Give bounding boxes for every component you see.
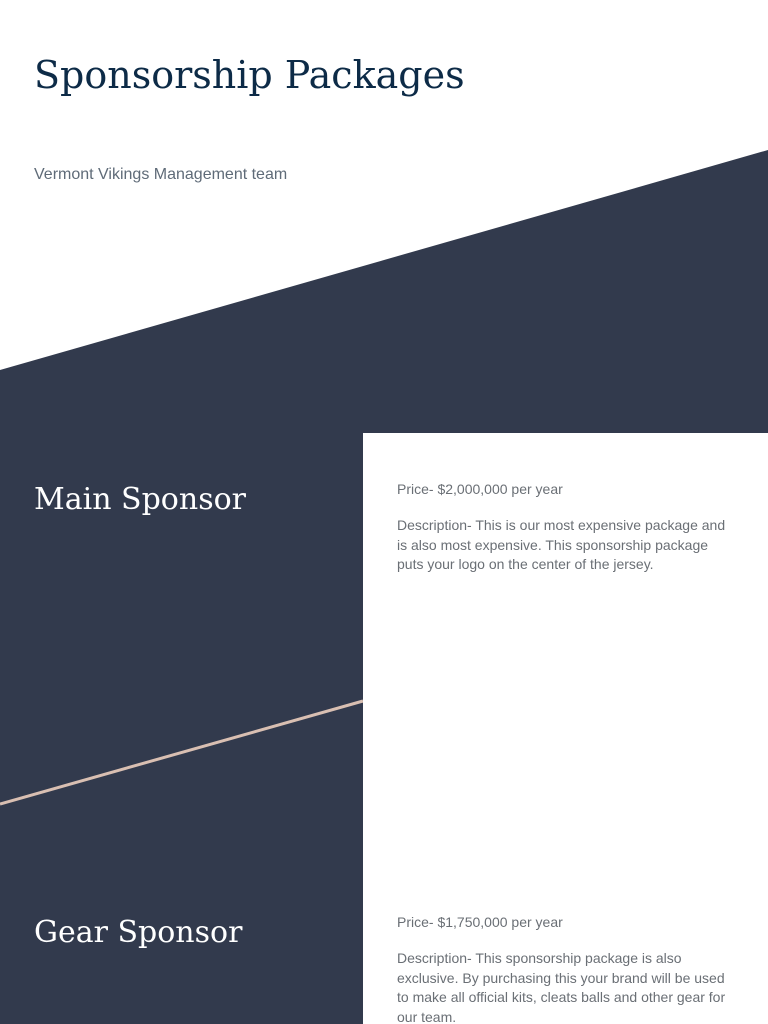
gear-sponsor-description: Description- This sponsorship package is also exclusive. By purchasing this your brand will be used to make all official kits, cleats balls and other gear for our team. (397, 950, 726, 1024)
main-sponsor-description: Description- This is our most expensive package and is also most expensive. This sponsorship package puts your logo on the center of the jersey. (397, 517, 726, 572)
main-sponsor-price: Price- $2,000,000 per year (397, 481, 563, 497)
page-subtitle: Vermont Vikings Management team (34, 166, 288, 183)
details-panel (363, 433, 768, 1024)
gear-sponsor-heading: Gear Sponsor (34, 915, 243, 950)
gear-sponsor-price: Price- $1,750,000 per year (397, 914, 563, 930)
main-sponsor-heading: Main Sponsor (34, 482, 246, 517)
page-title: Sponsorship Packages (34, 53, 465, 97)
